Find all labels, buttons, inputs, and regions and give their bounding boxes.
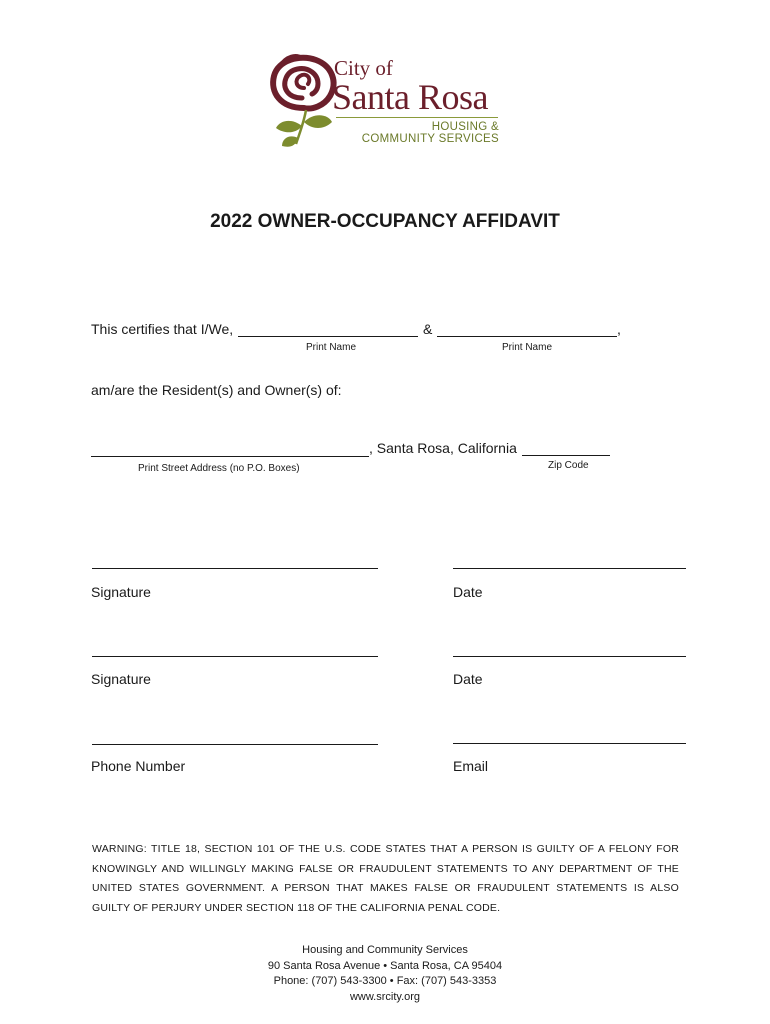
- date-2-label: Date: [453, 671, 483, 687]
- logo-subtitle-line2: COMMUNITY SERVICES: [361, 133, 499, 145]
- date-1-field[interactable]: [453, 568, 686, 569]
- phone-number-label: Phone Number: [91, 758, 186, 774]
- certify-prefix: This certifies that I/We,: [91, 321, 234, 337]
- logo-subtitle-line1: HOUSING &: [431, 121, 499, 133]
- street-address-label: Print Street Address (no P.O. Boxes): [138, 463, 300, 474]
- logo-city-name: Santa Rosa: [332, 77, 488, 117]
- certify-comma: ,: [617, 321, 621, 337]
- signature-1-field[interactable]: [92, 568, 378, 569]
- phone-number-field[interactable]: [92, 744, 378, 745]
- address-city-text: , Santa Rosa, California: [369, 440, 517, 456]
- print-name-1-field[interactable]: [238, 336, 418, 337]
- print-name-2-label: Print Name: [502, 342, 553, 353]
- email-label: Email: [453, 758, 489, 774]
- warning-text: WARNING: TITLE 18, SECTION 101 OF THE U.S. CODE STATES THAT A PERSON IS GUILTY OF A FELONY FOR KNOWINGLY AND WILLINGLY MAKING FALSE OR FRAUDULENT STATEMENTS TO ANY DEPARTMENT OF THE UNITED STATES GOVERNMENT. A PERSON THAT MAKES FALSE OR FRAUDULENT STATEMENTS IS ALSO GUILTY OF PERJURY UNDER SECTION 118 OF THE CALIFORNIA PENAL CODE.: [92, 843, 679, 914]
- document-title: 2022 OWNER-OCCUPANCY AFFIDAVIT: [210, 211, 560, 232]
- footer: [0, 943, 770, 1006]
- logo-city-of: City of: [334, 56, 393, 80]
- date-1-label: Date: [453, 584, 483, 600]
- date-2-field[interactable]: [453, 656, 686, 657]
- zip-code-field[interactable]: [522, 455, 610, 456]
- signature-2-label: Signature: [91, 671, 151, 687]
- resident-text: am/are the Resident(s) and Owner(s) of:: [91, 382, 342, 398]
- certify-ampersand: &: [423, 321, 433, 337]
- email-field[interactable]: [453, 743, 686, 744]
- footer-department: Housing and Community Services: [302, 944, 468, 956]
- rose-icon: [266, 52, 342, 152]
- print-name-1-label: Print Name: [306, 342, 357, 353]
- logo-divider: [336, 117, 498, 118]
- signature-1-label: Signature: [91, 584, 151, 600]
- print-name-2-field[interactable]: [437, 336, 617, 337]
- signature-2-field[interactable]: [92, 656, 378, 657]
- footer-website[interactable]: www.srcity.org: [349, 991, 421, 1004]
- footer-phone-fax: Phone: (707) 543-3300 • Fax: (707) 543-3353: [273, 975, 497, 988]
- zip-code-label: Zip Code: [548, 460, 589, 471]
- footer-address: 90 Santa Rosa Avenue • Santa Rosa, CA 95404: [267, 959, 503, 972]
- logo-subtitle: [336, 121, 499, 145]
- street-address-field[interactable]: [91, 456, 369, 457]
